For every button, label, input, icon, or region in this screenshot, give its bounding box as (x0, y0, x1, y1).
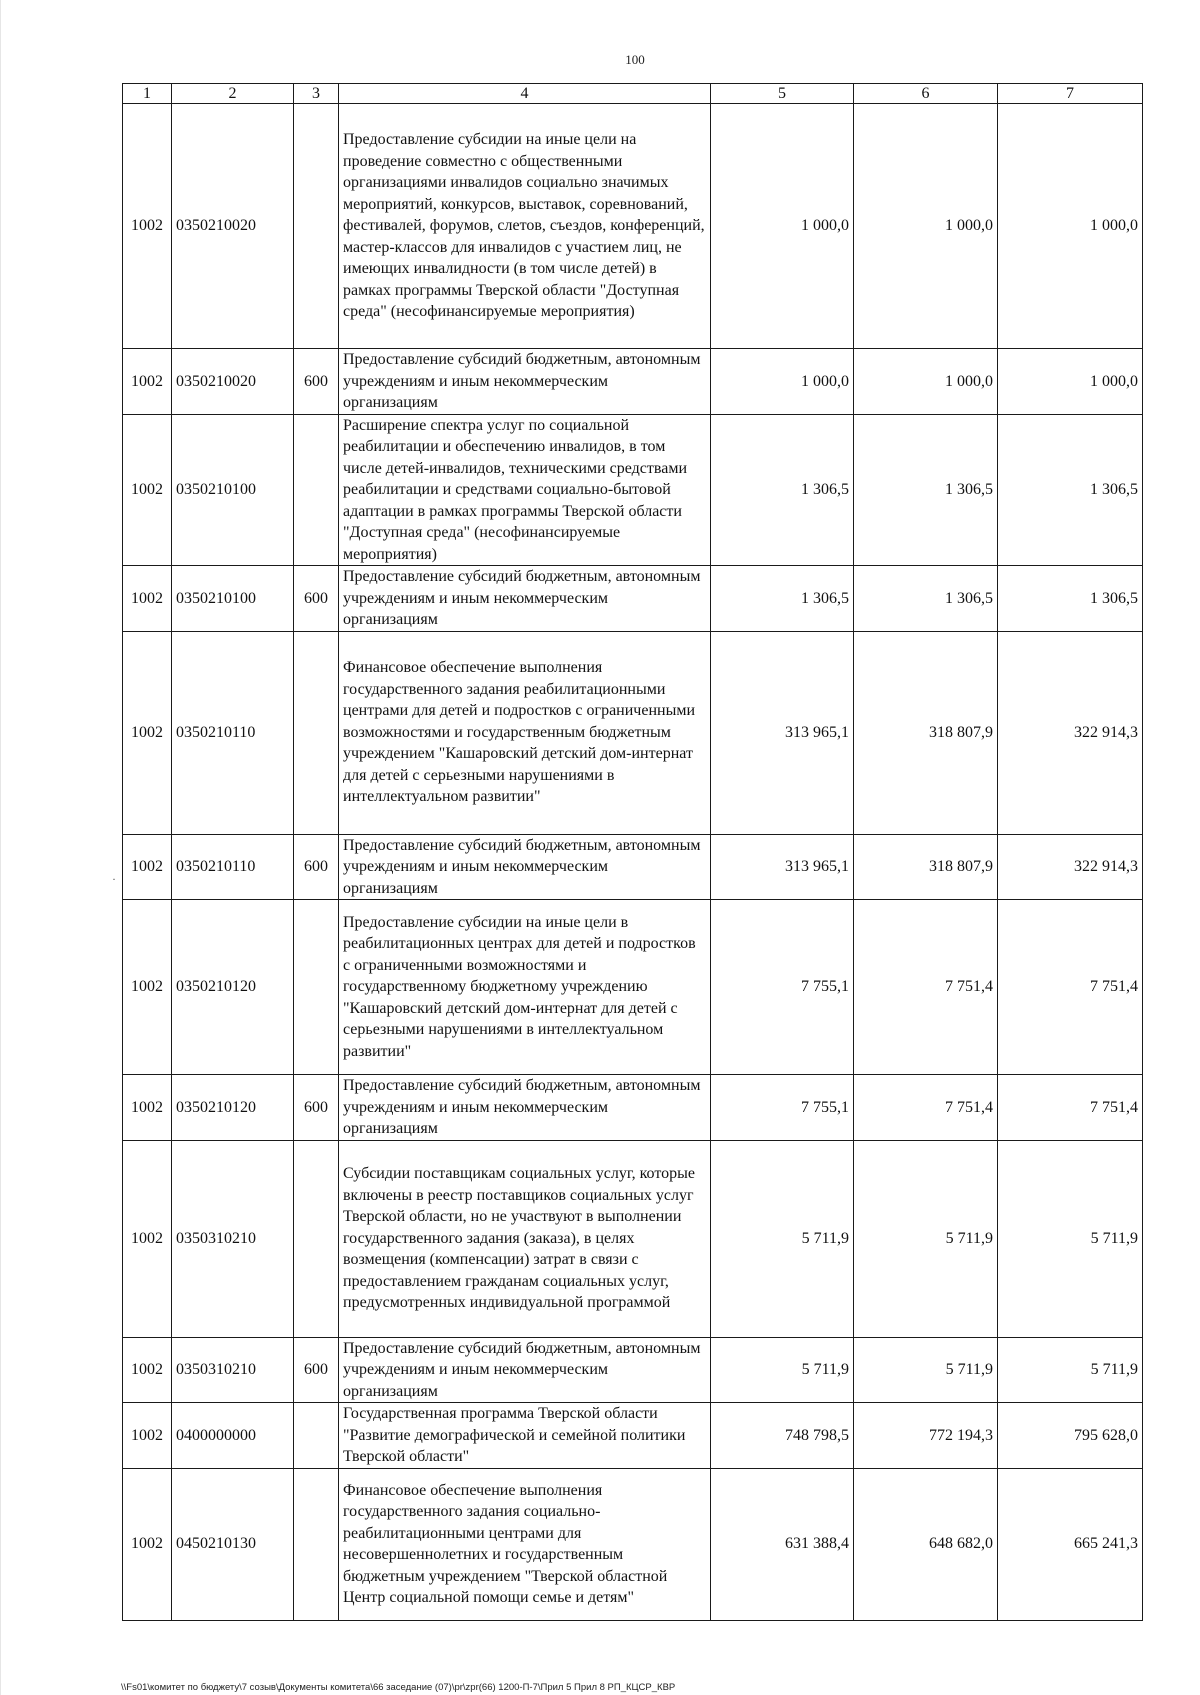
target-article-cell: 0350210020 (172, 104, 294, 349)
column-header-2: 2 (172, 84, 294, 104)
item-name-cell: Расширение спектра услуг по социальной реабилитации и обеспечению инвалидов, в том числе детей-инвалидов, техническими средствами реабилитации и средствами социально-бытовой адаптации в рамках программы Тверской области "Доступная среда" (несофинансируемые мероприятия) (339, 414, 711, 566)
column-header-7: 7 (998, 84, 1143, 104)
expense-type-cell (294, 1468, 339, 1620)
target-article-cell: 0350210100 (172, 566, 294, 632)
amount-year1-cell: 313 965,1 (711, 834, 854, 900)
section-code-cell: 1002 (123, 1140, 172, 1337)
expense-type-cell: 600 (294, 1075, 339, 1141)
amount-year2-cell: 7 751,4 (854, 900, 998, 1075)
amount-year1-cell: 5 711,9 (711, 1337, 854, 1403)
table-row (123, 349, 1143, 415)
amount-year3-cell: 665 241,3 (998, 1468, 1143, 1620)
amount-year3-cell: 1 306,5 (998, 414, 1143, 566)
amount-year2-cell: 5 711,9 (854, 1337, 998, 1403)
table-row (123, 900, 1143, 1075)
item-name-cell: Предоставление субсидий бюджетным, автономным учреждениям и иным некоммерческим организациям (339, 349, 711, 415)
column-header-4: 4 (339, 84, 711, 104)
amount-year3-cell: 322 914,3 (998, 834, 1143, 900)
target-article-cell: 0350210100 (172, 414, 294, 566)
amount-year3-cell: 5 711,9 (998, 1337, 1143, 1403)
table-row (123, 1468, 1143, 1620)
amount-year1-cell: 1 306,5 (711, 414, 854, 566)
amount-year1-cell: 1 000,0 (711, 104, 854, 349)
section-code-cell: 1002 (123, 414, 172, 566)
section-code-cell: 1002 (123, 1337, 172, 1403)
expense-type-cell (294, 1403, 339, 1469)
amount-year3-cell: 1 000,0 (998, 349, 1143, 415)
page-number: 100 (625, 52, 645, 67)
amount-year2-cell: 1 306,5 (854, 566, 998, 632)
target-article-cell: 0400000000 (172, 1403, 294, 1469)
budget-table-body (123, 84, 1143, 1621)
table-row (123, 566, 1143, 632)
section-code-cell: 1002 (123, 834, 172, 900)
item-name-cell: Предоставление субсидий бюджетным, автономным учреждениям и иным некоммерческим организациям (339, 1075, 711, 1141)
table-row (123, 834, 1143, 900)
amount-year3-cell: 7 751,4 (998, 1075, 1143, 1141)
target-article-cell: 0350210020 (172, 349, 294, 415)
amount-year1-cell: 1 306,5 (711, 566, 854, 632)
table-row (123, 1140, 1143, 1337)
item-name-cell: Финансовое обеспечение выполнения государственного задания реабилитационными центрами для детей и подростков с ограниченными возможностями и государственным бюджетным учреждением "Кашаровский детский дом-интернат для детей с серьезными нарушениями в интеллектуальном развитии" (339, 631, 711, 834)
target-article-cell: 0350310210 (172, 1140, 294, 1337)
expense-type-cell: 600 (294, 349, 339, 415)
target-article-cell: 0350210120 (172, 900, 294, 1075)
amount-year1-cell: 748 798,5 (711, 1403, 854, 1469)
amount-year1-cell: 7 755,1 (711, 900, 854, 1075)
expense-type-cell: 600 (294, 1337, 339, 1403)
amount-year3-cell: 322 914,3 (998, 631, 1143, 834)
amount-year2-cell: 318 807,9 (854, 834, 998, 900)
amount-year3-cell: 1 000,0 (998, 104, 1143, 349)
item-name-cell: Предоставление субсидии на иные цели на проведение совместно с общественными организациями инвалидов социально значимых мероприятий, конкурсов, выставок, соревнований, фестивалей, форумов, слетов, съездов, конференций, мастер-классов для инвалидов с участием лиц, не имеющих инвалидности (в том числе детей) в рамках программы Тверской области "Доступная среда" (несофинансируемые мероприятия) (339, 104, 711, 349)
expense-type-cell: 600 (294, 834, 339, 900)
amount-year3-cell: 795 628,0 (998, 1403, 1143, 1469)
column-header-3: 3 (294, 84, 339, 104)
amount-year2-cell: 648 682,0 (854, 1468, 998, 1620)
amount-year2-cell: 7 751,4 (854, 1075, 998, 1141)
section-code-cell: 1002 (123, 1075, 172, 1141)
table-row (123, 104, 1143, 349)
section-code-cell: 1002 (123, 900, 172, 1075)
amount-year2-cell: 1 000,0 (854, 349, 998, 415)
item-name-cell: Предоставление субсидий бюджетным, автономным учреждениям и иным некоммерческим организациям (339, 834, 711, 900)
amount-year2-cell: 1 306,5 (854, 414, 998, 566)
item-name-cell: Финансовое обеспечение выполнения государственного задания социально-реабилитационными центрами для несовершеннолетних и государственным бюджетным учреждением "Тверской областной Центр социальной помощи семье и детям" (339, 1468, 711, 1620)
amount-year1-cell: 5 711,9 (711, 1140, 854, 1337)
file-path-footer: \\Fs01\комитет по бюджету\7 созыв\Документы комитета\66 заседание (07)\pr\zpr(66) 1200-П-7\Прил 5 Прил 8 РП_КЦСР_КВР (121, 1682, 676, 1693)
item-name-cell: Государственная программа Тверской области "Развитие демографической и семейной политики Тверской области" (339, 1403, 711, 1469)
item-name-cell: Предоставление субсидий бюджетным, автономным учреждениям и иным некоммерческим организациям (339, 1337, 711, 1403)
table-row (123, 414, 1143, 566)
amount-year3-cell: 1 306,5 (998, 566, 1143, 632)
target-article-cell: 0350310210 (172, 1337, 294, 1403)
amount-year2-cell: 1 000,0 (854, 104, 998, 349)
column-header-1: 1 (123, 84, 172, 104)
amount-year1-cell: 7 755,1 (711, 1075, 854, 1141)
target-article-cell: 0350210110 (172, 834, 294, 900)
amount-year1-cell: 313 965,1 (711, 631, 854, 834)
target-article-cell: 0350210110 (172, 631, 294, 834)
expense-type-cell (294, 1140, 339, 1337)
expense-type-cell: 600 (294, 566, 339, 632)
margin-mark: · (112, 872, 116, 886)
expense-type-cell (294, 631, 339, 834)
section-code-cell: 1002 (123, 631, 172, 834)
item-name-cell: Предоставление субсидии на иные цели в реабилитационных центрах для детей и подростков с ограниченными возможностями и государственному бюджетному учреждению "Кашаровский детский дом-интернат для детей с серьезными нарушениями в интеллектуальном развитии" (339, 900, 711, 1075)
table-row (123, 1075, 1143, 1141)
item-name-cell: Предоставление субсидий бюджетным, автономным учреждениям и иным некоммерческим организациям (339, 566, 711, 632)
amount-year2-cell: 5 711,9 (854, 1140, 998, 1337)
expense-type-cell (294, 414, 339, 566)
amount-year1-cell: 1 000,0 (711, 349, 854, 415)
amount-year3-cell: 7 751,4 (998, 900, 1143, 1075)
column-header-6: 6 (854, 84, 998, 104)
section-code-cell: 1002 (123, 1468, 172, 1620)
item-name-cell: Субсидии поставщикам социальных услуг, которые включены в реестр поставщиков социальных услуг Тверской области, но не участвуют в выполнении государственного задания (заказа), в целях возмещения (компенсации) затрат в связи с предоставлением гражданам социальных услуг, предусмотренных индивидуальной программой (339, 1140, 711, 1337)
budget-table (122, 83, 1143, 1621)
section-code-cell: 1002 (123, 566, 172, 632)
section-code-cell: 1002 (123, 1403, 172, 1469)
section-code-cell: 1002 (123, 104, 172, 349)
amount-year2-cell: 318 807,9 (854, 631, 998, 834)
column-number-header-row (123, 84, 1143, 104)
section-code-cell: 1002 (123, 349, 172, 415)
expense-type-cell (294, 900, 339, 1075)
amount-year3-cell: 5 711,9 (998, 1140, 1143, 1337)
column-header-5: 5 (711, 84, 854, 104)
table-row (123, 1403, 1143, 1469)
expense-type-cell (294, 104, 339, 349)
target-article-cell: 0350210120 (172, 1075, 294, 1141)
table-row (123, 631, 1143, 834)
target-article-cell: 0450210130 (172, 1468, 294, 1620)
amount-year2-cell: 772 194,3 (854, 1403, 998, 1469)
table-row (123, 1337, 1143, 1403)
scan-edge-line (0, 0, 1, 1695)
amount-year1-cell: 631 388,4 (711, 1468, 854, 1620)
